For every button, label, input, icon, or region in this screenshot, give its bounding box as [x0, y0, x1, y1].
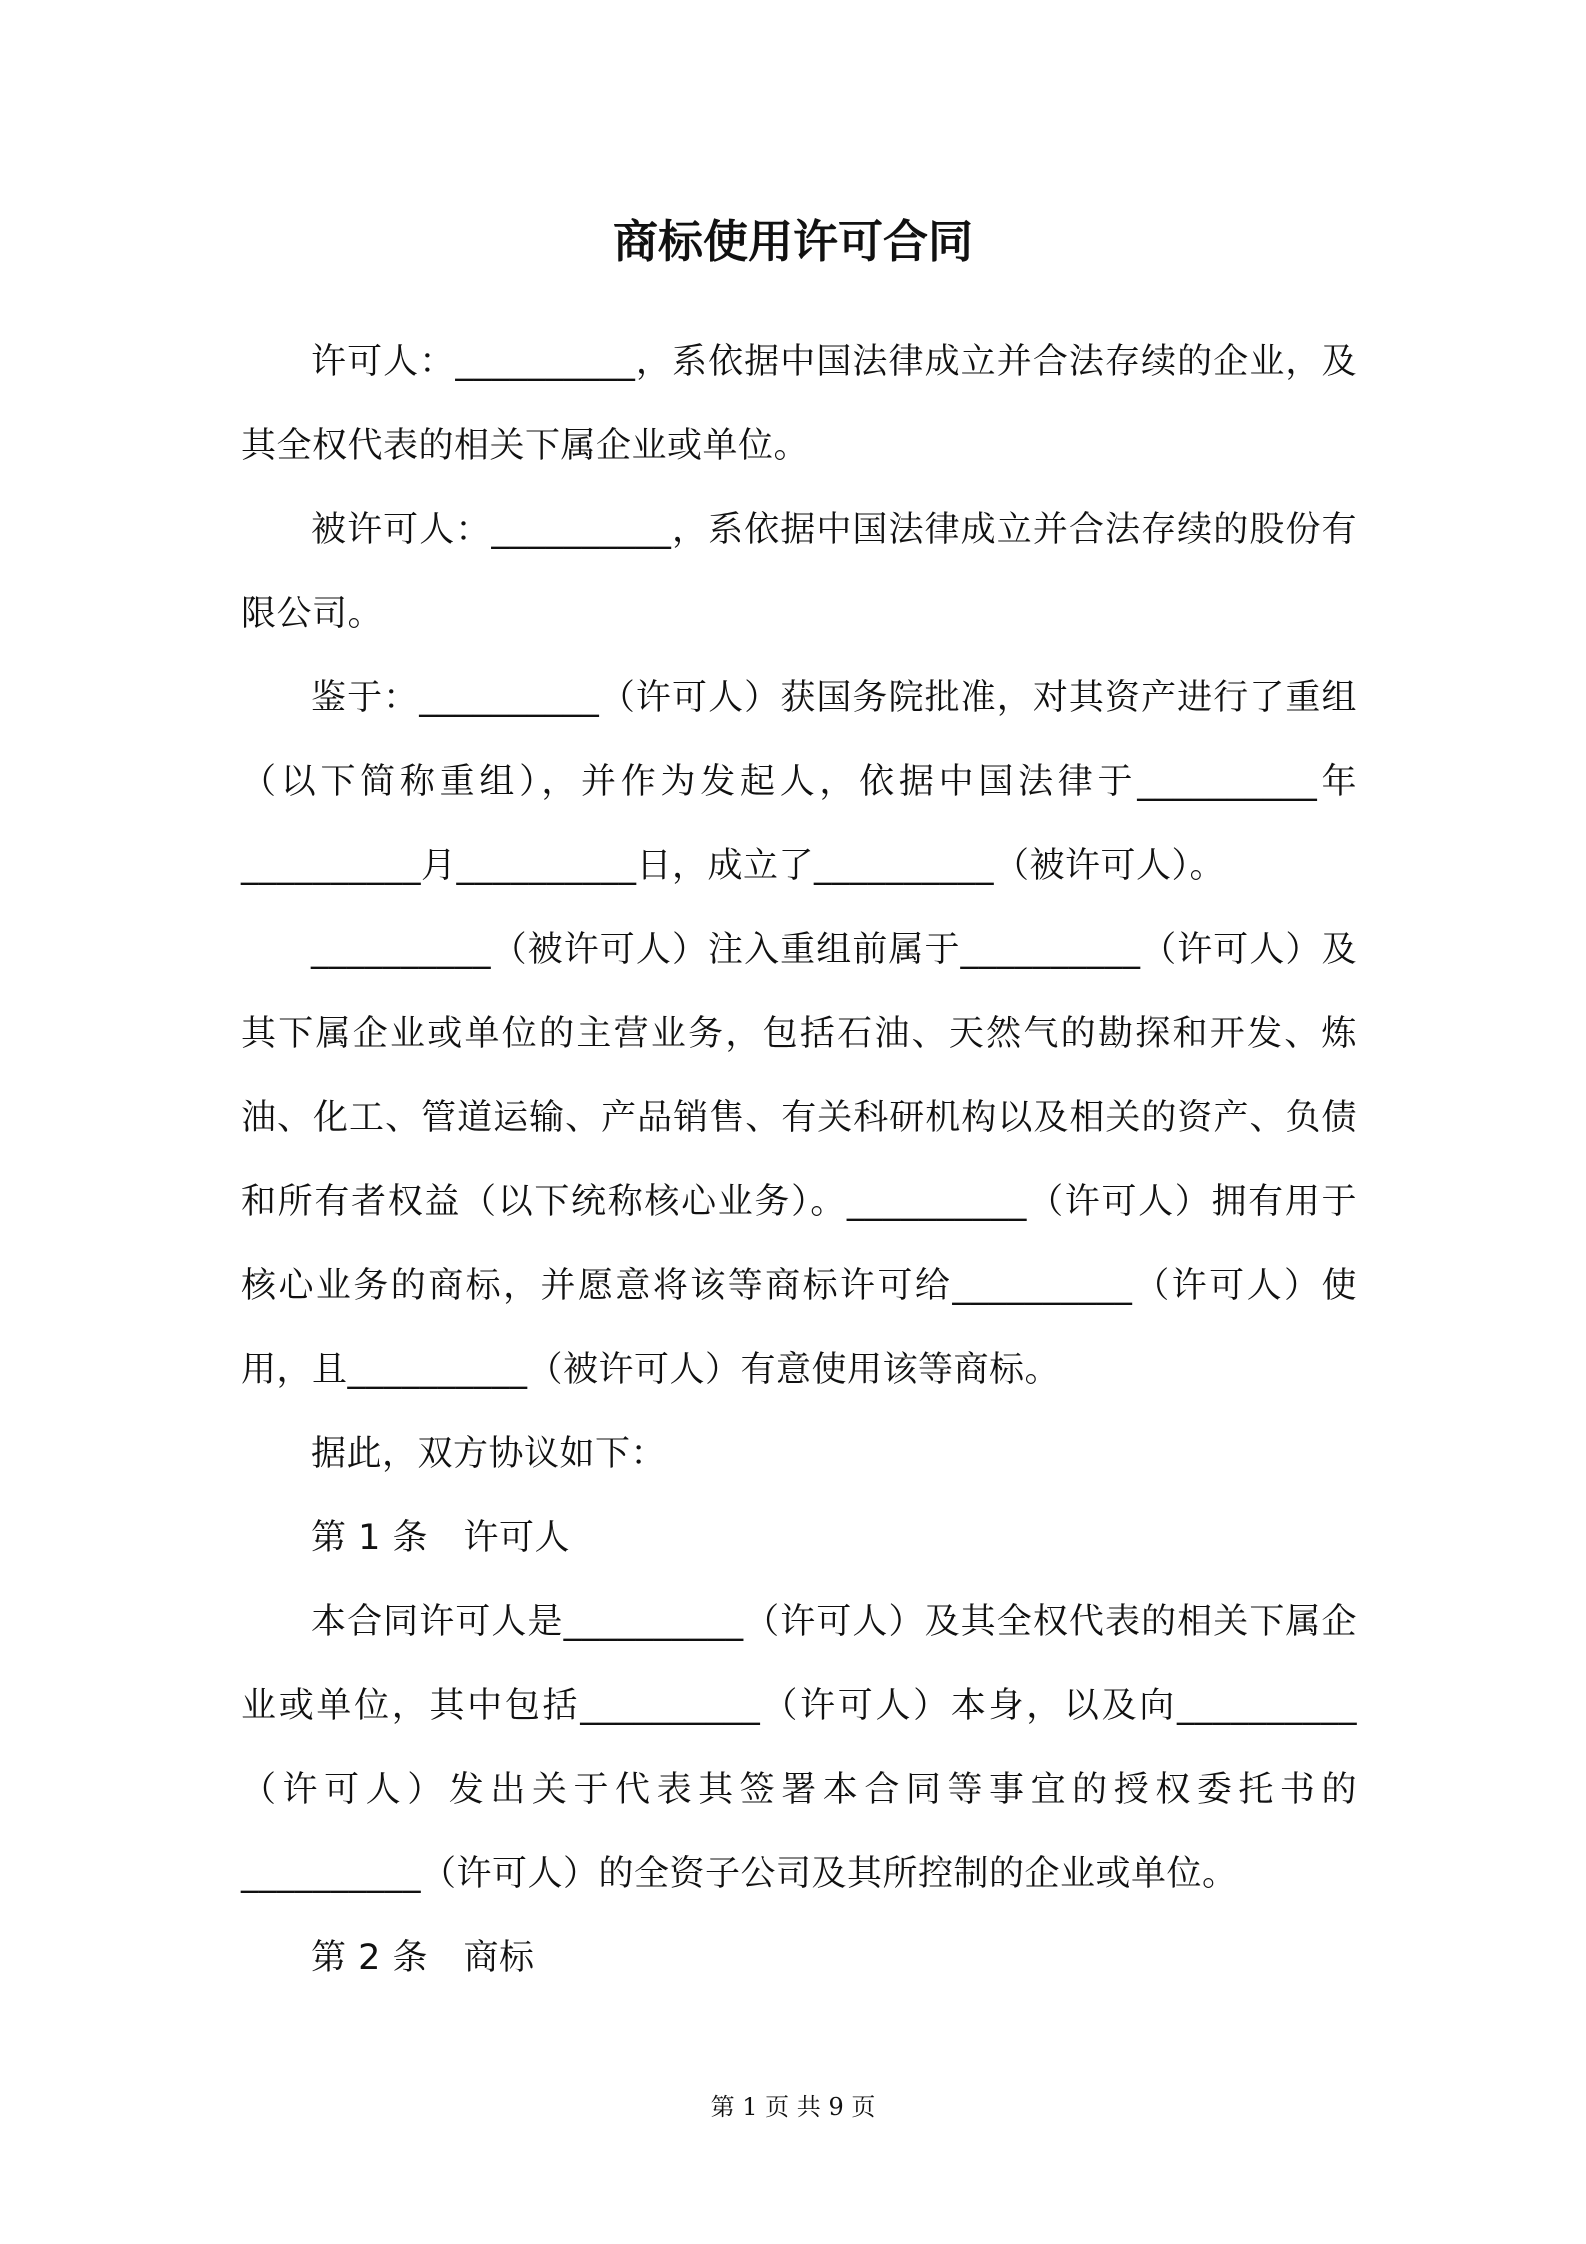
article-2-heading: 第 2 条 商标	[311, 1938, 535, 1978]
document-title: 商标使用许可合同	[612, 215, 973, 268]
document-body	[241, 320, 1357, 2000]
licensee-paragraph: 被许可人：__________，系依据中国法律成立并合法存续的股份有限公司。	[241, 510, 1357, 634]
article-1-paragraph: 本合同许可人是__________（许可人）及其全权代表的相关下属企业或单位，其中包括__________（许可人）本身，以及向__________（许可人）发出关于代表其签署本合同等事宜的授权委托书的__________（许可人）的全资子公司及其所控制的企业或单位。	[241, 1602, 1357, 1894]
article-1-heading: 第 1 条 许可人	[311, 1518, 571, 1558]
page-number: 第 1 页 共 9 页	[710, 2093, 876, 2121]
licensor-paragraph: 许可人：__________，系依据中国法律成立并合法存续的企业，及其全权代表的相关下属企业或单位。	[241, 342, 1357, 466]
agreement-intro-paragraph: 据此，双方协议如下：	[311, 1434, 667, 1474]
whereas-paragraph: 鉴于：__________（许可人）获国务院批准，对其资产进行了重组（以下简称重组），并作为发起人，依据中国法律于__________年__________月__________日，成立了__________（被许可人）。	[241, 678, 1357, 886]
core-business-paragraph: __________（被许可人）注入重组前属于__________（许可人）及其下属企业或单位的主营业务，包括石油、天然气的勘探和开发、炼油、化工、管道运输、产品销售、有关科研机构以及相关的资产、负债和所有者权益（以下统称核心业务）。__________（许可人）拥有用于核心业务的商标，并愿意将该等商标许可给__________（许可人）使用，且__________（被许可人）有意使用该等商标。	[241, 930, 1357, 1390]
